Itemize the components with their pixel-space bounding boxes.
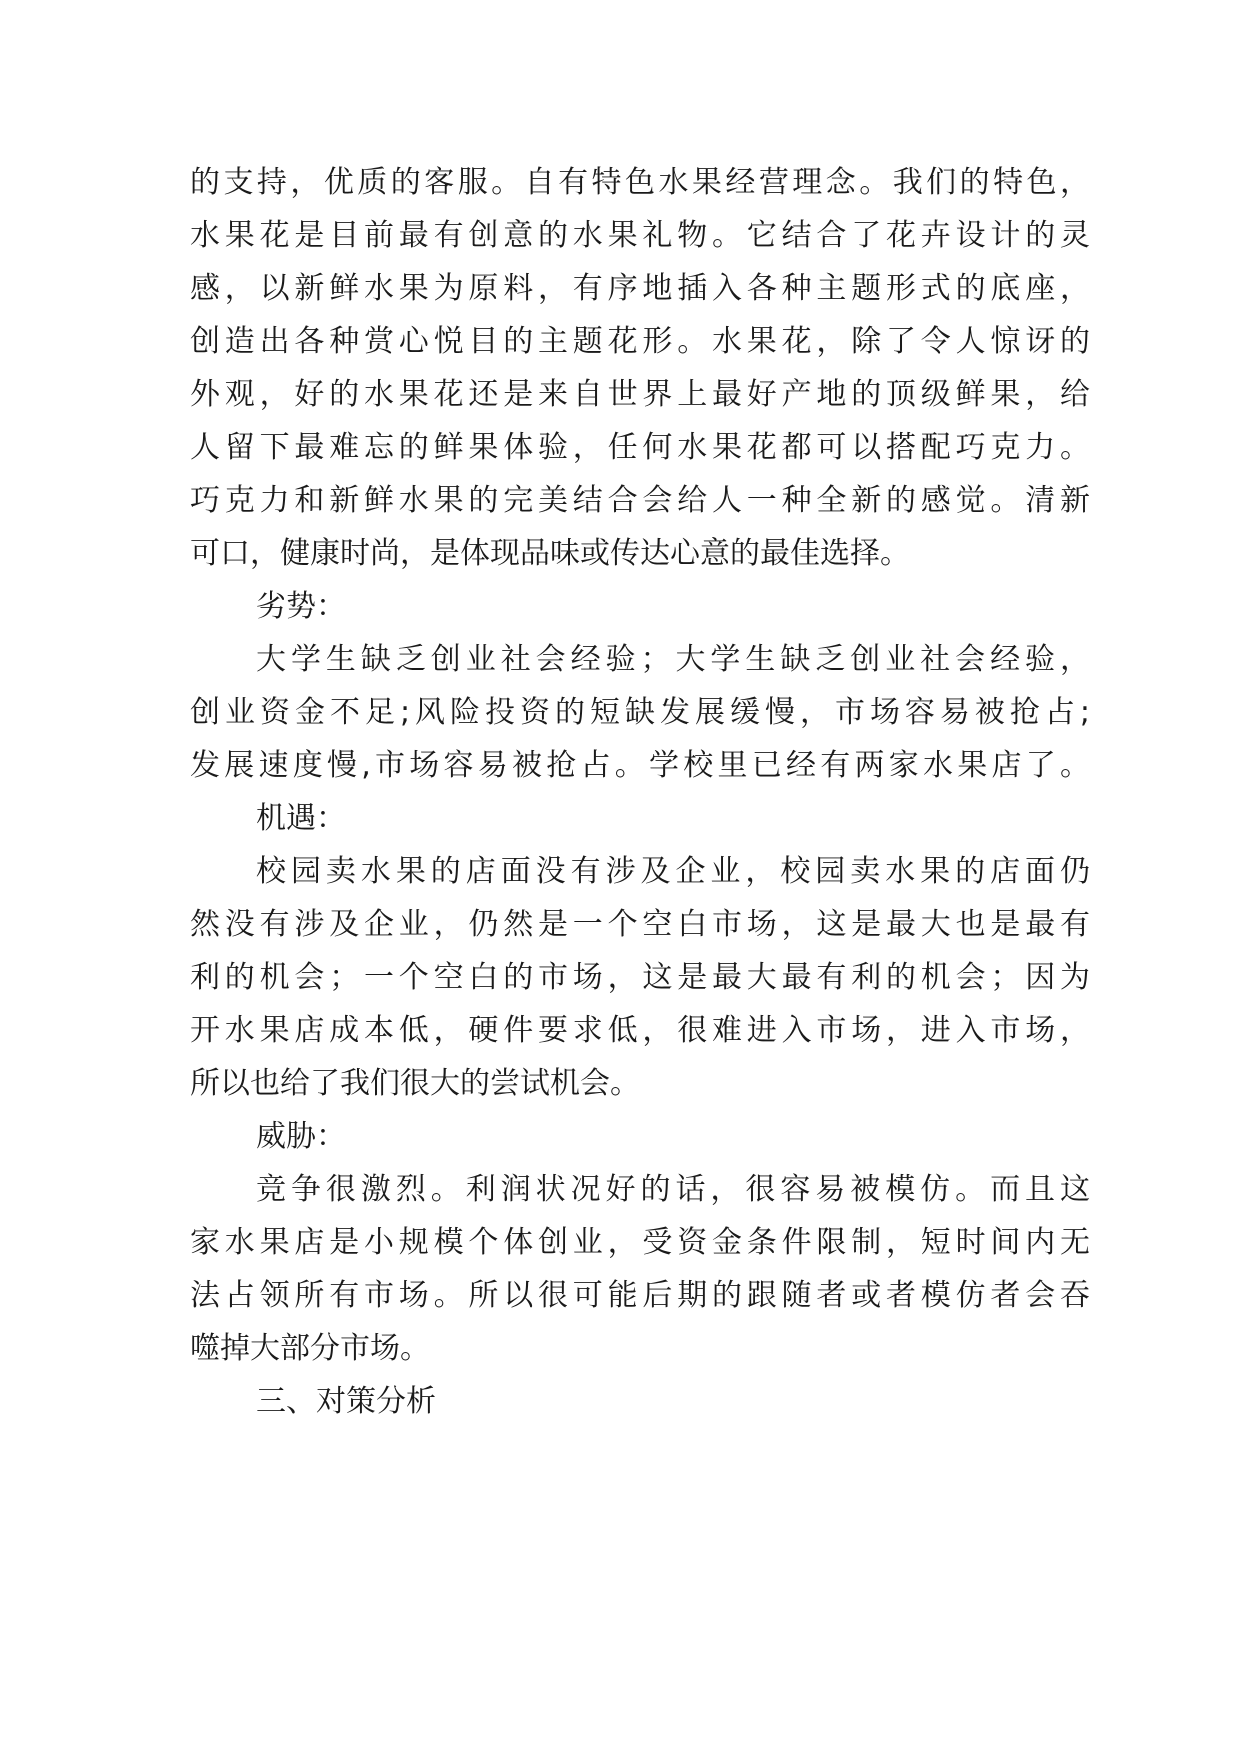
section-heading-weaknesses: 劣势： [256, 589, 346, 624]
document-body [190, 156, 1090, 1428]
section-heading-opportunities: 机遇： [256, 801, 346, 836]
text-line: 可口，健康时尚，是体现品味或传达心意的最佳选择。 [190, 536, 910, 571]
text-line: 法占领所有市场。所以很可能后期的跟随者或者模仿者会吞 [190, 1278, 1090, 1313]
text-line: 然没有涉及企业，仍然是一个空白市场，这是最大也是最有 [190, 907, 1090, 942]
text-line: 发展速度慢,市场容易被抢占。学校里已经有两家水果店了。 [190, 748, 1090, 783]
text-line: 水果花是目前最有创意的水果礼物。它结合了花卉设计的灵 [190, 218, 1090, 253]
text-line: 外观，好的水果花还是来自世界上最好产地的顶级鲜果，给 [190, 377, 1090, 412]
text-line: 开水果店成本低，硬件要求低，很难进入市场，进入市场， [190, 1013, 1090, 1048]
text-line: 大学生缺乏创业社会经验；大学生缺乏创业社会经验， [256, 642, 1090, 677]
text-line: 竞争很激烈。利润状况好的话，很容易被模仿。而且这 [256, 1172, 1090, 1207]
text-line: 家水果店是小规模个体创业，受资金条件限制，短时间内无 [190, 1225, 1090, 1260]
text-line: 感，以新鲜水果为原料，有序地插入各种主题形式的底座， [190, 271, 1090, 306]
section-heading-threats: 威胁： [256, 1119, 346, 1154]
text-line: 创造出各种赏心悦目的主题花形。水果花，除了令人惊讶的 [190, 324, 1090, 359]
text-line: 人留下最难忘的鲜果体验，任何水果花都可以搭配巧克力。 [190, 430, 1090, 465]
text-line: 校园卖水果的店面没有涉及企业，校园卖水果的店面仍 [256, 854, 1090, 889]
section-heading-countermeasures: 三、对策分析 [256, 1384, 436, 1419]
text-line: 利的机会；一个空白的市场，这是最大最有利的机会；因为 [190, 960, 1090, 995]
text-line: 创业资金不足;风险投资的短缺发展缓慢，市场容易被抢占; [190, 695, 1090, 730]
text-line: 噬掉大部分市场。 [190, 1331, 430, 1366]
text-line: 的支持，优质的客服。自有特色水果经营理念。我们的特色， [190, 165, 1090, 200]
text-line: 巧克力和新鲜水果的完美结合会给人一种全新的感觉。清新 [190, 483, 1090, 518]
text-line: 所以也给了我们很大的尝试机会。 [190, 1066, 640, 1101]
